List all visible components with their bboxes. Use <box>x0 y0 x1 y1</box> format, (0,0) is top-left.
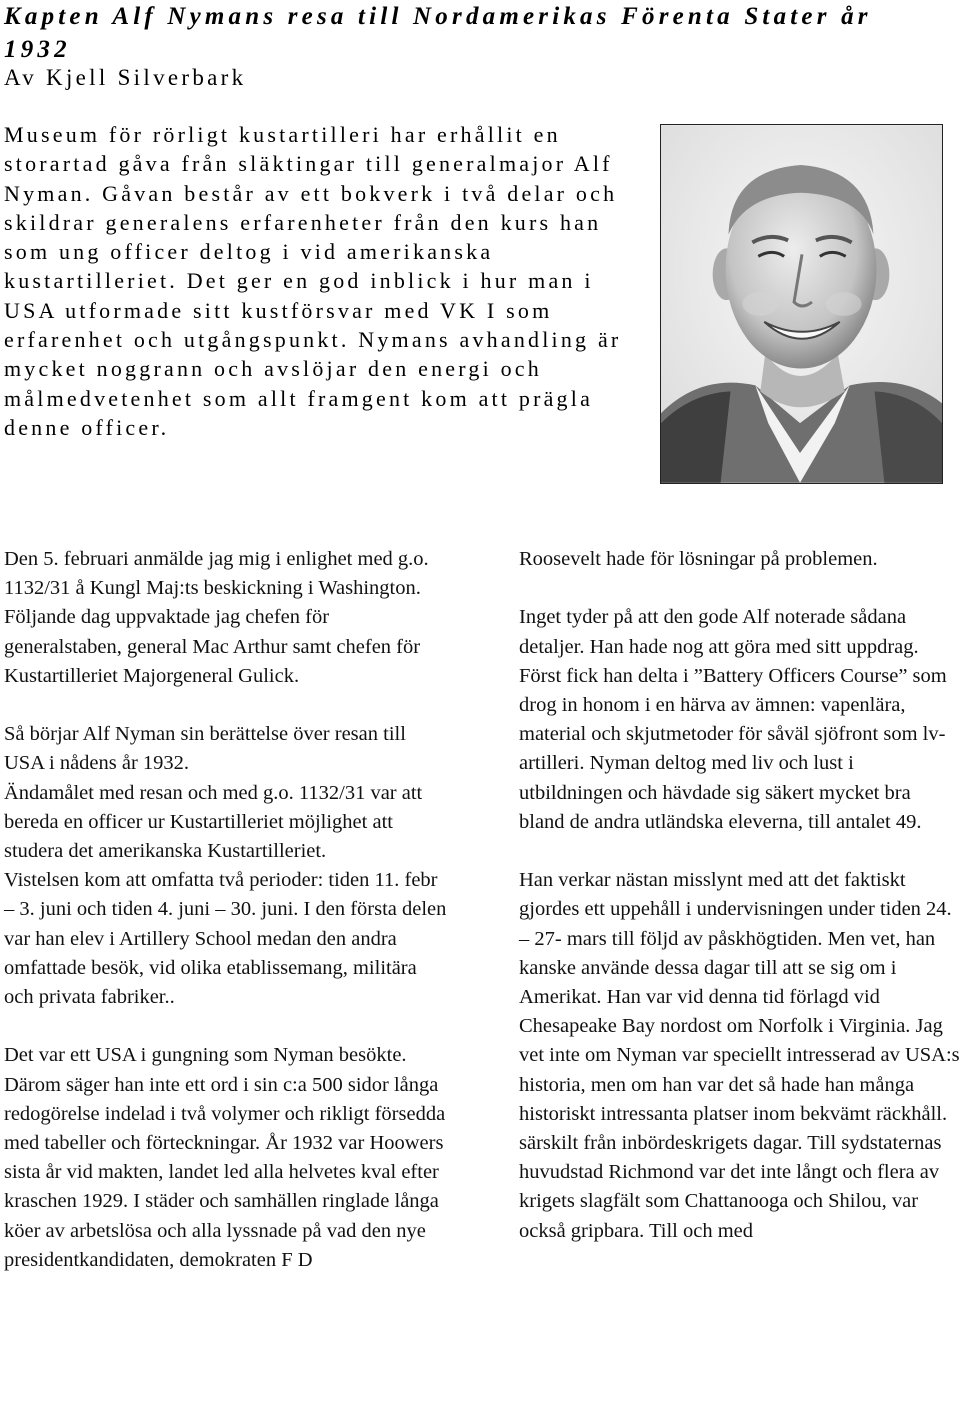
paragraph: Inget tyder på att den gode Alf noterade sådana detaljer. Han hade nog att göra med sitt uppdrag. Först fick han delta i ”Battery Officers Course” som drog in honom i en härva av ämnen: vapenlära, material och skjutmetoder för såväl sjöfront som lv-artilleri. Nyman deltog med liv och lust i utbildningen och hävdade sig säkert mycket bra bland de andra utländska eleverna, till antalet 49. <box>519 606 947 833</box>
article-byline: Av Kjell Silverbark <box>4 65 247 90</box>
article-intro: Museum för rörligt kustartilleri har erhållit en storartad gåva från släktingar till generalmajor Alf Nyman. Gåvan består av ett bokverk i två delar och skildrar generalens erfarenheter från den kurs han som ung officer deltog i vid amerikanska kustartilleriet. Det ger en god inblick i hur man i USA utformade sitt kustförsvar med VK I som erfarenhet och utgångspunkt. Nymans avhandling är mycket noggrann och avslöjar den energi och målmedvetenhet som allt framgent kom att prägla denne officer. <box>4 122 622 440</box>
paragraph: Han verkar nästan misslynt med att det faktiskt gjordes ett uppehåll i undervisningen under tiden 24. – 27- mars till följd av påskhögtiden. Men vet, han kanske använde dessa dagar till att se sig om i Amerikat. Han var vid denna tid förlagd vid Chesapeake Bay nordost om Norfolk i Virginia. Jag vet inte om Nyman var speciellt intresserad av USA:s historia, men om han var det så hade han många historiskt intressanta platser inom bekvämt räckhåll. särskilt från inbördeskrigets dagar. Till sydstaternas huvudstad Richmond var det inte långt och flera av krigets slagfält som Chattanooga och Shilou, var också gripbara. Till och med <box>519 869 960 1242</box>
right-column <box>519 545 960 1246</box>
paragraph: Det var ett USA i gungning som Nyman besökte. Därom säger han inte ett ord i sin c:a 500 sidor långa redogörelse indelad i två volymer och rikligt försedda med tabeller och förteckningar. År 1932 var Hoowers sista år vid makten, landet led alla helvetes kval efter kraschen 1929. I städer och samhällen ringlade långa köer av arbetslösa och alla lyssnade på vad den nye presidentkandidaten, demokraten F D <box>4 1044 446 1271</box>
paragraph: Roosevelt hade för lösningar på problemen. <box>519 548 878 570</box>
paragraph: Den 5. februari anmälde jag mig i enlighet med g.o. 1132/31 å Kungl Maj:ts beskickning i Washington. Följande dag uppvaktade jag chefen för generalstaben, general Mac Arthur samt chefen för Kustartilleriet Majorgeneral Gulick. <box>4 548 429 687</box>
paragraph: Vistelsen kom att omfatta två perioder: tiden 11. febr – 3. juni och tiden 4. juni – 30. juni. I den första delen var han elev i Artillery School medan den andra omfattade besök, vid olika etablissemang, militära och privata fabriker.. <box>4 869 447 1009</box>
left-column <box>4 545 449 1275</box>
portrait-photo <box>660 124 943 484</box>
portrait-photo-icon <box>661 125 942 483</box>
article-title: Kapten Alf Nymans resa till Nordamerikas Förenta Stater år 1932 <box>4 3 872 63</box>
paragraph: Så börjar Alf Nyman sin berättelse över resan till USA i nådens år 1932. <box>4 723 406 775</box>
paragraph: Ändamålet med resan och med g.o. 1132/31 var att bereda en officer ur Kustartilleriet möjlighet att studera det amerikanska Kustartilleriet. <box>4 781 423 863</box>
